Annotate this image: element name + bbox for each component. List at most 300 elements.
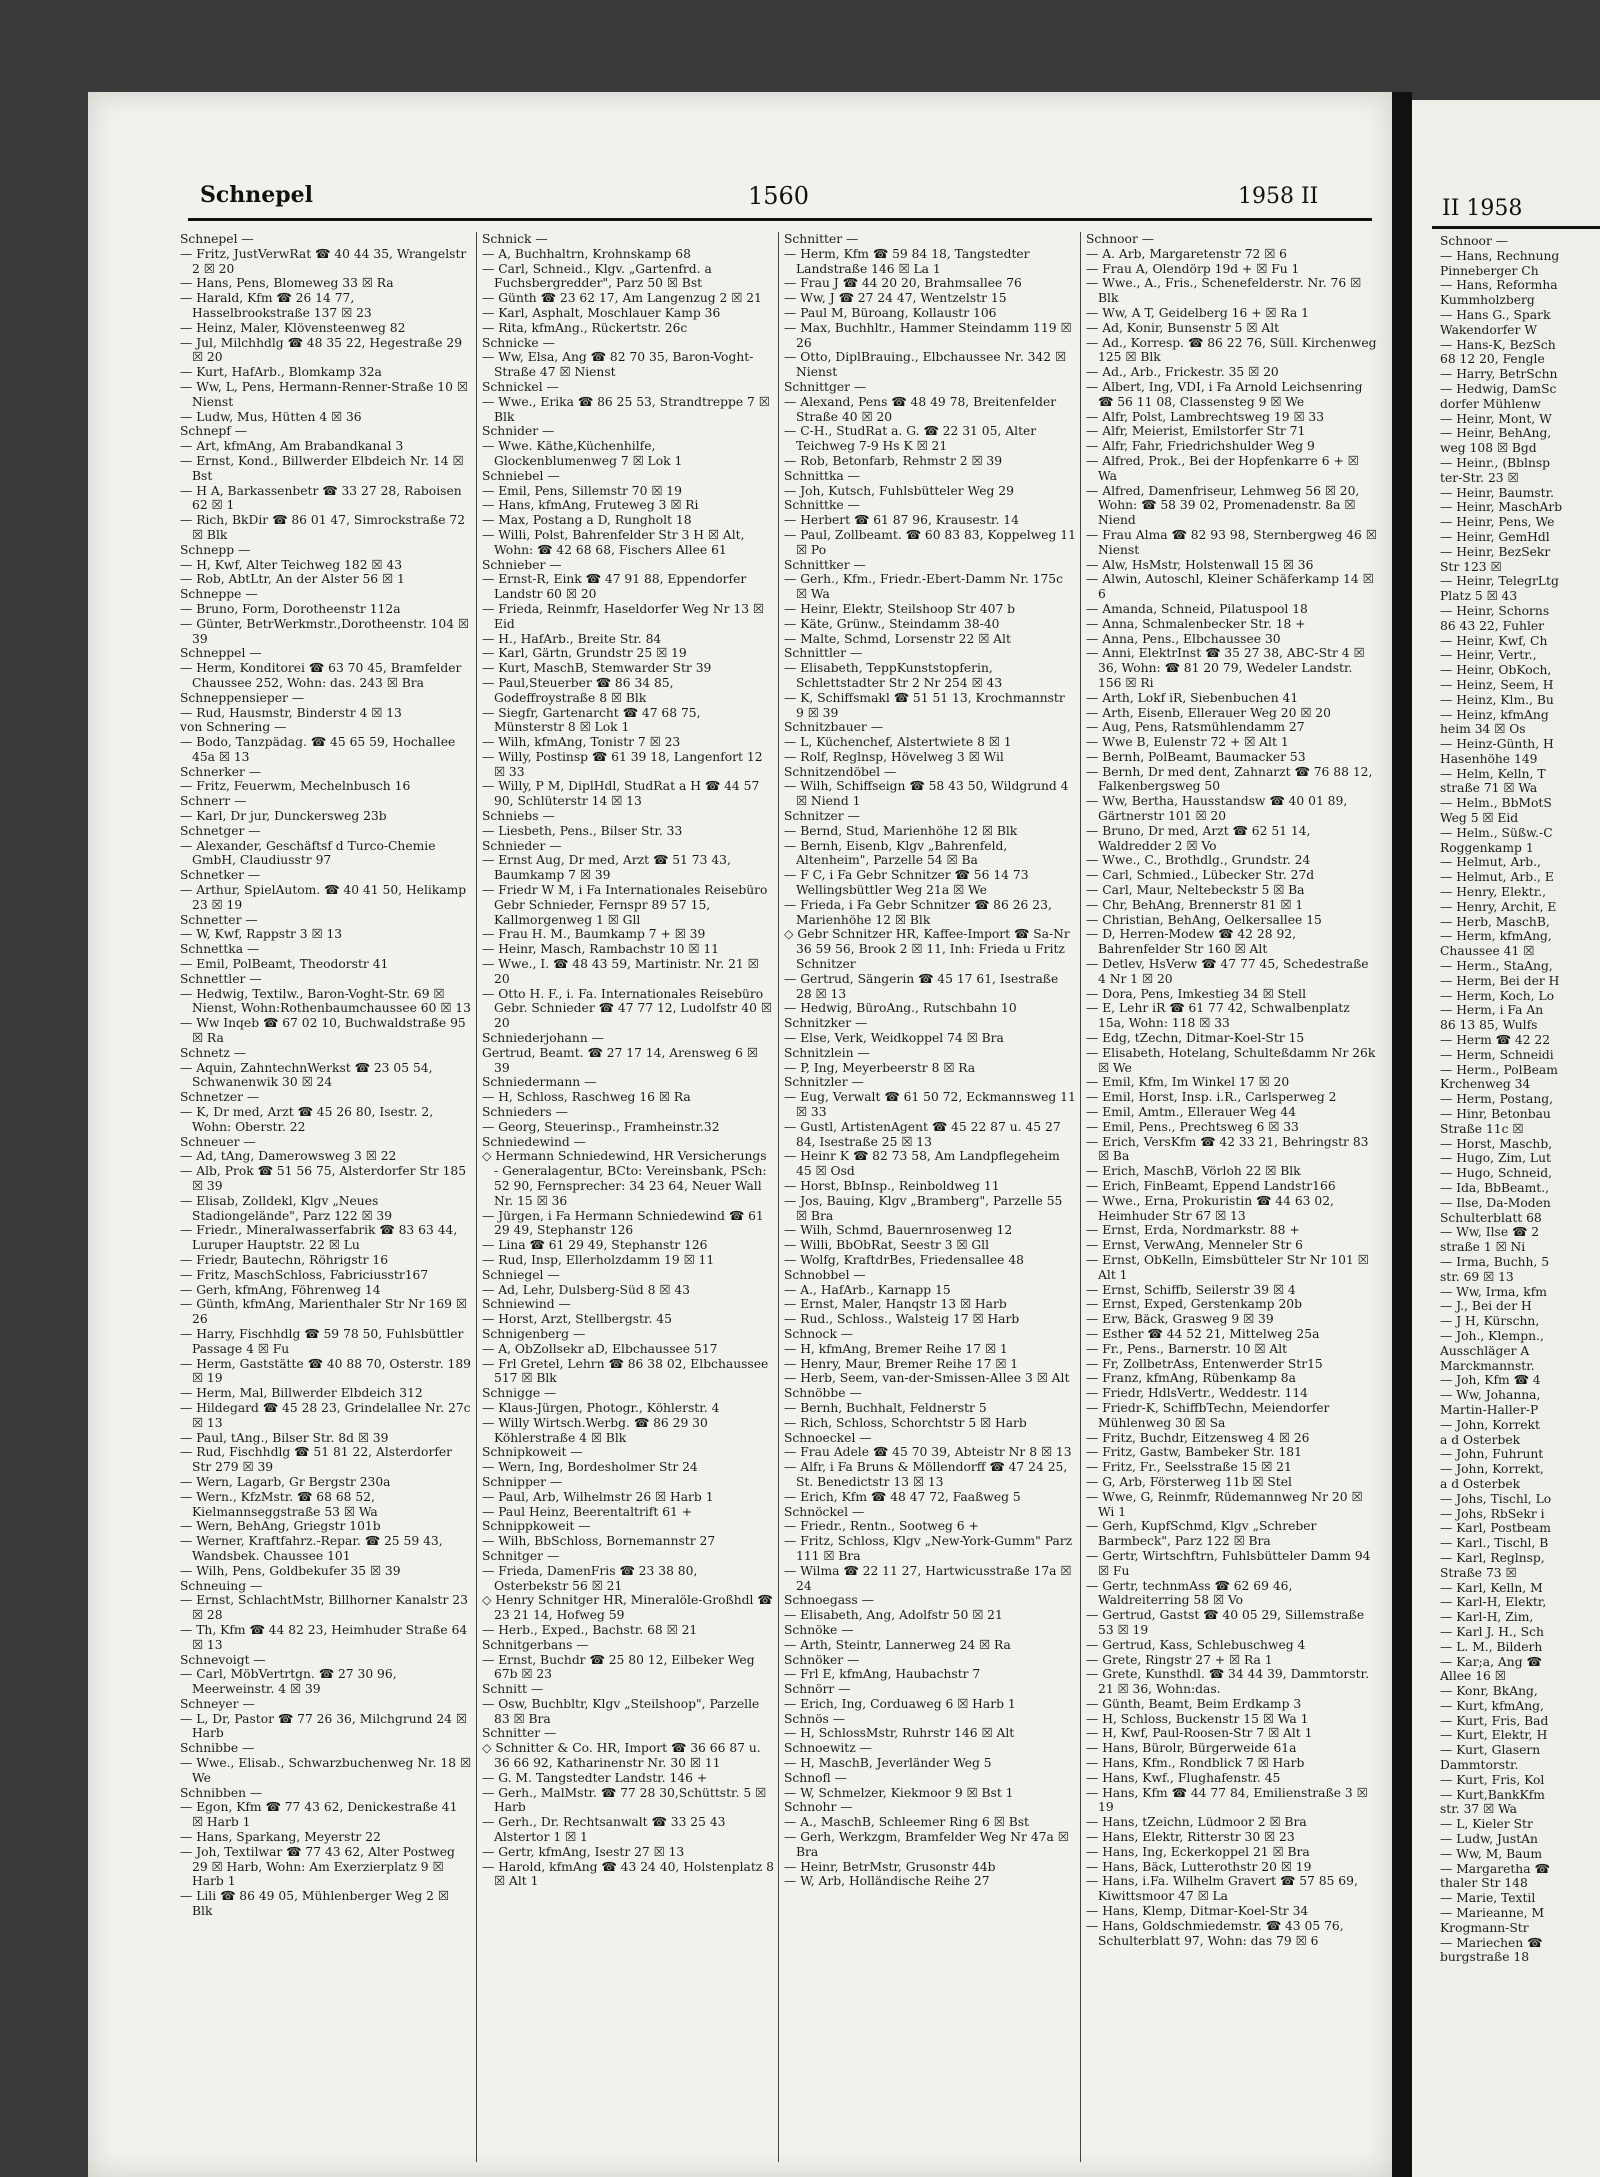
directory-entry: — Frl Gretel, Lehrn ☎ 86 38 02, Elbchaussee 517 ☒ Blk <box>482 1356 769 1386</box>
directory-entry: — Hedwig, BüroAng., Rutschbahn 10 <box>784 1001 1017 1016</box>
directory-entry-fragment: — John, Korrekt, <box>1440 1462 1544 1477</box>
directory-entry: — Arth, Eisenb, Ellerauer Weg 20 ☒ 20 <box>1086 705 1331 720</box>
directory-entry: — Paul, tAng., Bilser Str. 8d ☒ 39 <box>180 1430 389 1445</box>
year-volume: 1958 II <box>1238 184 1319 209</box>
directory-entry-fragment: — Heinz-Günth, H <box>1440 737 1554 752</box>
directory-entry: — Frau H. M., Baumkamp 7 + ☒ 39 <box>482 927 706 942</box>
directory-entry: — Alexander, Geschäftsf d Turco-Chemie GmbH, Claudiusstr 97 <box>180 838 436 868</box>
directory-entry: — Wwe., C., Brothdlg., Grundstr. 24 <box>1086 853 1311 868</box>
directory-entry: — Paul, Arb, Wilhelmstr 26 ☒ Harb 1 <box>482 1489 714 1504</box>
directory-entry: — Heinr, BetrMstr, Grusonstr 44b <box>784 1859 996 1874</box>
directory-entry: — Wwe., A., Fris., Schenefelderstr. Nr. 76 ☒ Blk <box>1086 276 1362 306</box>
directory-entry: — A, Buchhaltrn, Krohnskamp 68 <box>482 246 691 261</box>
directory-entry: — Paul,Steuerber ☎ 86 34 85, Godeffroystraße 8 ☒ Blk <box>482 675 674 705</box>
directory-entry: — Herb., Exped., Bachstr. 68 ☒ 21 <box>482 1622 698 1637</box>
directory-entry: — Erich, FinBeamt, Eppend Landstr166 <box>1086 1179 1336 1193</box>
directory-entry: — Alfr, Meierist, Emilstorfer Str 71 <box>1086 424 1306 439</box>
directory-entry-fragment: — Kurt, Elektr, H <box>1440 1728 1548 1743</box>
directory-entry: — Ernst, Erda, Nordmarkstr. 88 + <box>1086 1223 1300 1238</box>
directory-entry: — Friedr., Mineralwasserfabrik ☎ 83 63 44, Luruper Hauptstr. 22 ☒ Lu <box>180 1223 458 1253</box>
directory-entry: — Karl, Gärtn, Grundstr 25 ☒ 19 <box>482 646 687 661</box>
directory-entry: Schneuing — <box>180 1578 263 1593</box>
directory-entry-fragment: — Herm ☎ 42 22 <box>1440 1033 1551 1048</box>
directory-entry: — Lina ☎ 61 29 49, Stephanstr 126 <box>482 1238 708 1253</box>
directory-entry: — Frau Adele ☎ 45 70 39, Abteistr Nr 8 ☒ 13 <box>784 1445 1072 1460</box>
directory-entry-fragment: — Hans-K, BezSch <box>1440 337 1556 352</box>
directory-entry: — Wilh, Pens, Goldbekufer 35 ☒ 39 <box>180 1563 401 1578</box>
directory-entry: — Bernh, Eisenb, Klgv „Bahrenfeld, Altenheim", Parzelle 54 ☒ Ba <box>784 838 1008 868</box>
directory-entry: — Ernst, SchlachtMstr, Billhorner Kanalstr 23 ☒ 28 <box>180 1593 468 1623</box>
directory-entry: Schnitter — <box>784 232 859 246</box>
directory-entry: — Käte, Grünw., Steindamm 38-40 <box>784 616 1000 631</box>
directory-entry: Schnöke — <box>784 1622 854 1637</box>
directory-entry: — H, Schloss, Raschweg 16 ☒ Ra <box>482 1090 691 1105</box>
directory-entry: Schnittler — <box>784 646 863 661</box>
directory-entry: — A, ObZollsekr aD, Elbchaussee 517 <box>482 1341 718 1356</box>
directory-entry: Schnöker — <box>784 1652 860 1667</box>
directory-entry: — Alfr, Fahr, Friedrichshulder Weg 9 <box>1086 439 1315 454</box>
directory-entry: ◇ Henry Schnitger HR, Mineralöle-Großhdl ☎ 23 21 14, Hofweg 59 <box>482 1593 773 1623</box>
next-page-column <box>1440 234 1600 1965</box>
directory-entry: — Malte, Schmd, Lorsenstr 22 ☒ Alt <box>784 631 1011 646</box>
directory-entry-fragment: Chaussee 41 ☒ <box>1440 944 1535 959</box>
directory-entry-fragment: 86 13 85, Wulfs <box>1440 1018 1538 1033</box>
directory-entry: Schnepf — <box>180 424 248 439</box>
directory-entry-fragment: — Herm., PolBeam <box>1440 1062 1558 1077</box>
directory-entry: Schniedewind — <box>482 1134 586 1149</box>
directory-entry: — Fritz, Feuerwm, Mechelnbusch 16 <box>180 779 411 794</box>
directory-entry: — Joh, Textilwar ☎ 77 43 62, Alter Postweg 29 ☒ Harb, Wohn: Am Exerzierplatz 9 ☒ Harb 1 <box>180 1844 455 1889</box>
directory-entry: Schnieber — <box>482 557 562 572</box>
directory-entry-fragment: — L, Kieler Str <box>1440 1817 1533 1832</box>
column-divider <box>778 232 779 2162</box>
directory-entry: — Frieda, i Fa Gebr Schnitzer ☎ 86 26 23, Marienhöhe 12 ☒ Blk <box>784 897 1052 927</box>
directory-entry-fragment: 68 12 20, Fengle <box>1440 352 1545 367</box>
directory-entry-fragment: — Kurt, Fris, Bad <box>1440 1713 1549 1728</box>
page-number: 1560 <box>748 182 810 210</box>
directory-entry: Schnettka — <box>180 942 260 957</box>
directory-entry: — Willy Wirtsch.Werbg. ☎ 86 29 30 Köhlerstraße 4 ☒ Blk <box>482 1415 708 1445</box>
directory-entry: — Ernst-R, Eink ☎ 47 91 88, Eppendorfer Landstr 60 ☒ 20 <box>482 572 747 602</box>
directory-entry: — Hildegard ☎ 45 28 23, Grindelallee Nr. 27c ☒ 13 <box>180 1400 471 1430</box>
directory-entry: Schnöckel — <box>784 1504 865 1519</box>
directory-entry: — Carl, Schmied., Lübecker Str. 27d <box>1086 868 1315 883</box>
directory-entry-fragment: — Hans G., Spark <box>1440 307 1551 322</box>
directory-entry-fragment: — Herm, kfmAng, <box>1440 929 1552 944</box>
directory-entry-fragment: — Mariechen ☎ <box>1440 1935 1543 1950</box>
directory-entry: — Alfr, i Fa Bruns & Möllendorff ☎ 47 24 25, St. Benedictstr 13 ☒ 13 <box>784 1460 1068 1489</box>
directory-entry: — Rich, Schloss, Schorchtstr 5 ☒ Harb <box>784 1415 1027 1430</box>
directory-entry: — K, Dr med, Arzt ☎ 45 26 80, Isestr. 2, Wohn: Oberstr. 22 <box>180 1105 434 1134</box>
directory-entry-fragment: — Hugo, Schneid, <box>1440 1166 1553 1181</box>
directory-entry: — Alfred, Damenfriseur, Lehmweg 56 ☒ 20, Wohn: ☎ 58 39 02, Promenadenstr. 8a ☒ Niend <box>1086 483 1360 528</box>
directory-entry: Schnipper — <box>482 1474 563 1489</box>
directory-entry-fragment: — Ww, M, Baum <box>1440 1846 1543 1861</box>
directory-entry: — Wilh, kfmAng, Tonistr 7 ☒ 23 <box>482 735 681 750</box>
directory-entry-fragment: Weg 5 ☒ Eid <box>1440 811 1519 826</box>
directory-entry: — Wern, Lagarb, Gr Bergstr 230a <box>180 1474 391 1489</box>
directory-entry: — H, Kwf, Alter Teichweg 182 ☒ 43 <box>180 557 403 572</box>
directory-entry: — Ad., Korresp. ☎ 86 22 76, Süll. Kirchenweg 125 ☒ Blk <box>1086 335 1377 365</box>
directory-entry: — Grete, Ringstr 27 + ☒ Ra 1 <box>1086 1652 1273 1667</box>
directory-entry: — Ad, tAng, Damerowsweg 3 ☒ 22 <box>180 1149 397 1164</box>
directory-columns <box>180 232 1380 2162</box>
directory-entry: Schnepel — <box>180 232 254 246</box>
directory-entry: — Gerh., Dr. Rechtsanwalt ☎ 33 25 43 Alstertor 1 ☒ 1 <box>482 1815 726 1845</box>
directory-entry: — Gertrud, Kass, Schlebuschweg 4 <box>1086 1637 1306 1652</box>
directory-entry: — C-H., StudRat a. G. ☎ 22 31 05, Alter Teichweg 7-9 Hs K ☒ 21 <box>784 424 1037 454</box>
directory-entry: — Willi, Polst, Bahrenfelder Str 3 H ☒ Alt, Wohn: ☎ 42 68 68, Fischers Allee 61 <box>482 527 745 557</box>
directory-entry: — Friedr., Rentn., Sootweg 6 + <box>784 1519 979 1534</box>
next-page-rule <box>1432 226 1600 229</box>
directory-entry: Schnipkoweit — <box>482 1445 583 1460</box>
directory-entry-fragment: Martin-Haller-P <box>1440 1402 1539 1417</box>
directory-entry-fragment: — Heinr, MaschArb <box>1440 500 1563 515</box>
directory-entry: — Frau Alma ☎ 82 93 98, Sternbergweg 46 ☒ Nienst <box>1086 527 1377 557</box>
directory-entry-fragment: Straße 11c ☒ <box>1440 1121 1524 1136</box>
directory-entry: — Rolf, Reglnsp, Hövelweg 3 ☒ Wil <box>784 749 1004 764</box>
column-1 <box>180 232 472 2162</box>
directory-entry: — Günter, BetrWerkmstr.,Dorotheenstr. 104 ☒ 39 <box>180 616 469 646</box>
directory-entry: — Günth, Beamt, Beim Erdkamp 3 <box>1086 1696 1302 1711</box>
directory-entry: — Gertrud, Gastst ☎ 40 05 29, Sillemstraße 53 ☒ 19 <box>1086 1608 1365 1637</box>
directory-entry: — Rud, Insp, Ellerholzdamm 19 ☒ 11 <box>482 1252 715 1267</box>
directory-entry: Schnitzendöbel — <box>784 764 897 779</box>
directory-entry: Schnicke — <box>482 335 555 350</box>
directory-entry-fragment: Schnoor — <box>1440 234 1509 248</box>
directory-entry: — Alexand, Pens ☎ 48 49 78, Breitenfelder Straße 40 ☒ 20 <box>784 394 1057 424</box>
directory-entry-fragment: — Helm., BbMotS <box>1440 796 1552 811</box>
directory-entry-fragment: Roggenkamp 1 <box>1440 840 1534 855</box>
directory-entry: — Alfred, Prok., Bei der Hopfenkarre 6 + ☒ Wa <box>1086 453 1359 483</box>
directory-entry: — Bodo, Tanzpädag. ☎ 45 65 59, Hochallee 45a ☒ 13 <box>180 735 456 764</box>
directory-entry: — Emil, Pens, Sillemstr 70 ☒ 19 <box>482 483 682 498</box>
directory-entry-fragment: — Ludw, JustAn <box>1440 1832 1538 1847</box>
directory-entry: Schniebs — <box>482 809 555 824</box>
directory-entry: — Erich, MaschB, Vörloh 22 ☒ Blk <box>1086 1164 1301 1179</box>
directory-entry: — Hans, Kfm ☎ 44 77 84, Emilienstraße 3 ☒ 19 <box>1086 1785 1368 1815</box>
directory-entry-fragment: — Henry, Archit, E <box>1440 899 1557 914</box>
directory-entry-fragment: burgstraße 18 <box>1440 1950 1530 1965</box>
directory-entry: — Amanda, Schneid, Pilatuspool 18 <box>1086 601 1308 616</box>
directory-entry: Schnetger — <box>180 823 261 838</box>
directory-entry: — Egon, Kfm ☎ 77 43 62, Denickestraße 41 ☒ Harb 1 <box>180 1800 458 1830</box>
directory-entry: — Franz, kfmAng, Rübenkamp 8a <box>1086 1371 1296 1386</box>
directory-entry: — Albert, Ing, VDI, i Fa Arnold Leichsenring ☎ 56 11 08, Classensteg 9 ☒ We <box>1086 379 1363 409</box>
directory-entry: Schnerker — <box>180 764 262 779</box>
directory-entry: — Emil, PolBeamt, Theodorstr 41 <box>180 957 389 972</box>
directory-entry: Schnetker — <box>180 868 261 883</box>
directory-entry: — Wwe B, Eulenstr 72 + ☒ Alt 1 <box>1086 735 1289 750</box>
directory-entry-fragment: str. 69 ☒ 13 <box>1440 1269 1514 1284</box>
directory-entry-fragment: — Helm., Süßw.-C <box>1440 825 1553 840</box>
directory-entry: — Esther ☎ 44 52 21, Mittelweg 25a <box>1086 1326 1320 1341</box>
directory-entry-fragment: — Heinz, kfmAng <box>1440 707 1549 722</box>
directory-entry-fragment: — Margaretha ☎ <box>1440 1861 1550 1876</box>
directory-entry: — Elisab, Zolldekl, Klgv „Neues Stadiongelände", Parz 122 ☒ 39 <box>180 1193 393 1223</box>
directory-entry: — Ernst, ObKelln, Eimsbütteler Str Nr 101 ☒ Alt 1 <box>1086 1252 1369 1282</box>
directory-entry: — Ad, Konir, Bunsenstr 5 ☒ Alt <box>1086 320 1280 335</box>
directory-entry: — Werner, Kraftfahrz.-Repar. ☎ 25 59 43, Wandsbek. Chaussee 101 <box>180 1534 443 1563</box>
directory-entry: Schnitzer — <box>784 809 860 824</box>
directory-entry-fragment: straße 71 ☒ Wa <box>1440 781 1538 796</box>
directory-entry: — Anni, ElektrInst ☎ 35 27 38, ABC-Str 4 ☒ 36, Wohn: ☎ 81 20 79, Wedeler Landstr. 156 ☒ Ri <box>1086 646 1365 690</box>
directory-entry: — Harry, Fischhdlg ☎ 59 78 50, Fuhlsbüttler Passage 4 ☒ Fu <box>180 1326 464 1356</box>
directory-entry-fragment: straße 1 ☒ Ni <box>1440 1240 1526 1255</box>
directory-entry: — Dora, Pens, Imkestieg 34 ☒ Stell <box>1086 986 1307 1001</box>
directory-entry-fragment: — Harry, BetrSchn <box>1440 367 1558 382</box>
directory-entry-fragment: — Herm, Postang, <box>1440 1092 1554 1107</box>
directory-entry: — K, Schiffsmakl ☎ 51 51 13, Krochmannstr 9 ☒ 39 <box>784 690 1065 720</box>
directory-entry: — Max, Postang a D, Rungholt 18 <box>482 513 692 528</box>
directory-entry: Schneppensieper — <box>180 690 305 705</box>
directory-entry: — Heinr, Elektr, Steilshoop Str 407 b <box>784 601 1016 616</box>
directory-entry-fragment: Ausschläger A <box>1440 1343 1530 1358</box>
directory-entry: — Wwe., Erika ☎ 86 25 53, Strandtreppe 7 ☒ Blk <box>482 394 770 424</box>
directory-entry-fragment: — Hedwig, DamSc <box>1440 381 1557 396</box>
directory-entry-fragment: — Karl., Tischl, B <box>1440 1536 1549 1551</box>
directory-entry: — Hans, Pens, Blomeweg 33 ☒ Ra <box>180 276 394 291</box>
directory-entry: — Herm, Mal, Billwerder Elbdeich 312 <box>180 1386 423 1401</box>
directory-entry: — Ww, L, Pens, Hermann-Renner-Straße 10 ☒ Nienst <box>180 379 468 409</box>
directory-entry-fragment: — Joh, Kfm ☎ 4 <box>1440 1373 1541 1388</box>
directory-entry: Schnider — <box>482 424 555 439</box>
directory-entry: Schnieder — <box>482 838 562 853</box>
directory-entry: — Arth, Lokf iR, Siebenbuchen 41 <box>1086 690 1299 705</box>
directory-entry-fragment: — Herm, Koch, Lo <box>1440 988 1555 1003</box>
directory-entry: — Wwe. Käthe,Küchenhilfe, Glockenblumenweg 7 ☒ Lok 1 <box>482 439 683 468</box>
directory-entry-fragment: — Heinr, GemHdl <box>1440 529 1550 544</box>
directory-entry-fragment: — Helm, Kelln, T <box>1440 766 1546 781</box>
directory-entry: — Rich, BkDir ☎ 86 01 47, Simrockstraße 72 ☒ Blk <box>180 513 466 542</box>
directory-entry-fragment: Hasenhöhe 149 <box>1440 751 1538 766</box>
directory-entry: ◇ Schnitter & Co. HR, Import ☎ 36 66 87 u. 36 66 92, Katharinenstr Nr. 30 ☒ 11 <box>482 1741 761 1771</box>
directory-entry-fragment: — Helmut, Arb., E <box>1440 870 1554 885</box>
directory-entry-fragment: — John, Korrekt <box>1440 1417 1540 1432</box>
directory-entry-fragment: — Heinr, Kwf, Ch <box>1440 633 1548 648</box>
directory-entry: — Fritz, Buchdr, Eitzensweg 4 ☒ 26 <box>1086 1430 1310 1445</box>
directory-entry-fragment: — Kar;a, Ang ☎ <box>1440 1654 1542 1669</box>
directory-entry: — Horst, Arzt, Stellbergstr. 45 <box>482 1312 672 1327</box>
directory-entry-fragment: ter-Str. 23 ☒ <box>1440 470 1519 485</box>
directory-entry: — Fritz, Schloss, Klgv „New-York-Gumm" Parz 111 ☒ Bra <box>784 1534 1073 1563</box>
directory-entry: — Hans, Ing, Eckerkoppel 21 ☒ Bra <box>1086 1844 1310 1859</box>
directory-entry-fragment: Allee 16 ☒ <box>1440 1669 1506 1684</box>
directory-entry-fragment: thaler Str 148 <box>1440 1876 1528 1891</box>
directory-entry: Schnibbe — <box>180 1741 255 1756</box>
directory-entry: — Gustl, ArtistenAgent ☎ 45 22 87 u. 45 27 84, Isestraße 25 ☒ 13 <box>784 1119 1061 1149</box>
directory-entry: — Else, Verk, Weidkoppel 74 ☒ Bra <box>784 1031 1004 1046</box>
directory-entry: Schnibben — <box>180 1785 263 1800</box>
directory-entry-fragment: Platz 5 ☒ 43 <box>1440 589 1518 604</box>
directory-entry-fragment: — Herm, i Fa An <box>1440 1003 1544 1018</box>
directory-entry: — Herm, Gaststätte ☎ 40 88 70, Osterstr. 189 ☒ 19 <box>180 1356 471 1386</box>
directory-entry-fragment: — John, Fuhrunt <box>1440 1447 1544 1462</box>
directory-entry: Schnoegass — <box>784 1593 874 1608</box>
directory-entry: — Lili ☎ 86 49 05, Mühlenberger Weg 2 ☒ Blk <box>180 1889 449 1919</box>
directory-entry: — W, Schmelzer, Kiekmoor 9 ☒ Bst 1 <box>784 1785 1014 1800</box>
directory-entry-fragment: — Ww, Irma, kfm <box>1440 1284 1547 1299</box>
directory-entry: — Anna, Schmalenbecker Str. 18 + <box>1086 616 1306 631</box>
directory-entry: Schnittker — <box>784 557 866 572</box>
directory-entry: — Fritz, MaschSchloss, Fabriciusstr167 <box>180 1267 429 1282</box>
directory-entry: — Paul, Zollbeamt. ☎ 60 83 83, Koppelweg 11 ☒ Po <box>784 527 1076 557</box>
directory-entry: — Elisabeth, TeppKunststopferin, Schlettstadter Str 2 Nr 254 ☒ 43 <box>784 661 1003 690</box>
directory-entry-fragment: Dammtorstr. <box>1440 1758 1519 1773</box>
directory-entry: — Emil, Amtm., Ellerauer Weg 44 <box>1086 1105 1297 1120</box>
directory-entry: Schnerr — <box>180 794 247 809</box>
directory-entry: — P, Ing, Meyerbeerstr 8 ☒ Ra <box>784 1060 976 1075</box>
guide-word: Schnepel <box>200 182 314 208</box>
directory-entry: — Hans, Klemp, Ditmar-Koel-Str 34 <box>1086 1904 1309 1919</box>
directory-entry: — Alwin, Autoschl, Kleiner Schäferkamp 14 ☒ 6 <box>1086 572 1374 602</box>
directory-entry: — Ernst, Buchdr ☎ 25 80 12, Eilbeker Weg 67b ☒ 23 <box>482 1652 755 1682</box>
directory-entry: — Harald, Kfm ☎ 26 14 77, Hasselbrookstraße 137 ☒ 23 <box>180 291 372 320</box>
directory-entry: — Elisabeth, Hotelang, Schulteßdamm Nr 26k ☒ We <box>1086 1045 1376 1075</box>
directory-entry-fragment: a d Osterbek <box>1440 1432 1521 1447</box>
directory-entry-fragment: — Heinr, Schorns <box>1440 603 1550 618</box>
directory-entry: — Gerh, Werkzgm, Bramfelder Weg Nr 47a ☒ Bra <box>784 1830 1069 1859</box>
directory-entry: Schnitter — <box>482 1726 557 1741</box>
directory-entry: — Ww, J ☎ 27 24 47, Wentzelstr 15 <box>784 291 1007 306</box>
directory-entry: — Bernh, Dr med dent, Zahnarzt ☎ 76 88 12, Falkenbergsweg 50 <box>1086 764 1373 794</box>
directory-entry-fragment: — Kurt, kfmAng, <box>1440 1698 1544 1713</box>
directory-entry-fragment: Schulterblatt 68 <box>1440 1210 1542 1225</box>
directory-entry: — G, Arb, Försterweg 11b ☒ Stel <box>1086 1474 1292 1489</box>
directory-entry: — Ernst, VerwAng, Menneler Str 6 <box>1086 1238 1303 1253</box>
directory-entry: — Gertr, Wirtschftrn, Fuhlsbütteler Damm 94 ☒ Fu <box>1086 1548 1371 1578</box>
directory-entry: — A. Arb, Margaretenstr 72 ☒ 6 <box>1086 246 1288 261</box>
directory-entry: — Gerh., Kfm., Friedr.-Ebert-Damm Nr. 175c ☒ Wa <box>784 572 1064 602</box>
directory-entry: Schnitzlein — <box>784 1045 870 1060</box>
directory-entry: — Frieda, Reinmfr, Haseldorfer Weg Nr 13 ☒ Eid <box>482 601 764 631</box>
directory-entry: — L, Küchenchef, Alstertwiete 8 ☒ 1 <box>784 735 1012 750</box>
directory-entry-fragment: — Joh., Klempn., <box>1440 1328 1544 1343</box>
directory-entry: — Anna, Pens., Elbchaussee 30 <box>1086 631 1281 646</box>
directory-entry-fragment: Straße 73 ☒ <box>1440 1565 1517 1580</box>
next-page-header: II 1958 <box>1442 196 1523 221</box>
directory-entry-fragment: — Heinr, Pens, We <box>1440 515 1555 530</box>
directory-entry-fragment: — Ilse, Da-Moden <box>1440 1195 1551 1210</box>
directory-entry: Schnitger — <box>482 1548 560 1563</box>
directory-entry: — Wwe., Elisab., Schwarzbuchenweg Nr. 18 ☒ We <box>180 1756 471 1785</box>
directory-entry-fragment: — Heinr, Vertr., <box>1440 648 1537 663</box>
directory-entry-fragment: — Heinr, TelegrLtg <box>1440 574 1559 589</box>
directory-entry: — Detlev, HsVerw ☎ 47 77 45, Schedestraße 4 Nr 1 ☒ 20 <box>1086 957 1369 986</box>
directory-entry: Schnittger — <box>784 379 867 394</box>
directory-entry: Schnock — <box>784 1326 854 1341</box>
directory-entry: — Joh, Kutsch, Fuhlsbütteler Weg 29 <box>784 483 1014 498</box>
directory-entry-fragment: Pinneberger Ch <box>1440 263 1539 278</box>
directory-entry: — Karl, Asphalt, Moschlauer Kamp 36 <box>482 305 721 320</box>
directory-entry: — Bernh, Buchhalt, Feldnerstr 5 <box>784 1400 987 1415</box>
directory-entry: — H, SchlossMstr, Ruhrstr 146 ☒ Alt <box>784 1726 1015 1741</box>
directory-entry: — Wilh, Schmd, Bauernrosenweg 12 <box>784 1223 1013 1238</box>
page-header <box>88 92 1392 232</box>
directory-entry: — Henry, Maur, Bremer Reihe 17 ☒ 1 <box>784 1356 1019 1371</box>
directory-entry: Schniederjohann — <box>482 1031 604 1046</box>
directory-entry: — Hans, Bürolr, Bürgerweide 61a <box>1086 1741 1297 1756</box>
directory-entry: — A., HafArb., Karnapp 15 <box>784 1282 951 1297</box>
directory-entry: — Willy, Postinsp ☎ 61 39 18, Langenfort 12 ☒ 33 <box>482 749 763 779</box>
directory-entry: — Wwe, G, Reinmfr, Rüdemannweg Nr 20 ☒ Wi 1 <box>1086 1489 1363 1519</box>
directory-entry: — Jos, Bauing, Klgv „Bramberg", Parzelle 55 ☒ Bra <box>784 1193 1063 1223</box>
directory-entry: Schnörr — <box>784 1682 851 1697</box>
directory-entry: — Wilh, Schiffseign ☎ 58 43 50, Wildgrund 4 ☒ Niend 1 <box>784 779 1069 809</box>
directory-entry: — Herm, Kfm ☎ 59 84 18, Tangstedter Landstraße 146 ☒ La 1 <box>784 246 1030 276</box>
directory-entry: — Gertr, technmAss ☎ 62 69 46, Waldreiterring 58 ☒ Vo <box>1086 1578 1293 1608</box>
directory-entry: — Herbert ☎ 61 87 96, Krausestr. 14 <box>784 513 1019 528</box>
directory-entry: ◇ Gebr Schnitzer HR, Kaffee-Import ☎ Sa-Nr 36 59 56, Brook 2 ☒ 11, Inh: Frieda u Fritz Schnitzer <box>784 927 1070 972</box>
directory-entry: — Alfr, Polst, Lambrechtsweg 19 ☒ 33 <box>1086 409 1325 424</box>
directory-entry-fragment: — Karl-H, Elektr, <box>1440 1595 1547 1610</box>
directory-entry: — E, Lehr iR ☎ 61 77 42, Schwalbenplatz 15a, Wohn: 118 ☒ 33 <box>1086 1001 1350 1031</box>
directory-entry: — Jürgen, i Fa Hermann Schniedewind ☎ 61 29 49, Stephanstr 126 <box>482 1208 764 1238</box>
directory-entry: Schnohr — <box>784 1800 853 1815</box>
directory-entry: — Grete, Kunsthdl. ☎ 34 44 39, Dammtorstr. 21 ☒ 36, Wohn:das. <box>1086 1667 1369 1697</box>
directory-entry: — Frau A, Olendörp 19d + ☒ Fu 1 <box>1086 261 1300 276</box>
directory-entry-fragment: — Ww, Johanna, <box>1440 1388 1541 1403</box>
directory-entry-fragment: a d Osterbek <box>1440 1476 1521 1491</box>
directory-entry: — Erich, VersKfm ☎ 42 33 21, Behringstr 83 ☒ Ba <box>1086 1134 1369 1164</box>
directory-entry: Schnieders — <box>482 1105 568 1120</box>
column-divider <box>476 232 477 2162</box>
directory-entry-fragment: — Heinz, Klm., Bu <box>1440 692 1554 707</box>
directory-entry-fragment: — Kurt,BankKfm <box>1440 1787 1545 1802</box>
directory-entry-fragment: — Heinr, Baumstr. <box>1440 485 1555 500</box>
directory-entry: — H, kfmAng, Bremer Reihe 17 ☒ 1 <box>784 1341 1008 1356</box>
directory-entry: Gertrud, Beamt. ☎ 27 17 14, Arensweg 6 ☒ 39 <box>482 1045 758 1075</box>
directory-entry: — W, Arb, Holländische Reihe 27 <box>784 1874 990 1889</box>
directory-entry-fragment: weg 108 ☒ Bgd <box>1440 441 1537 456</box>
directory-entry-fragment: 86 43 22, Fuhler <box>1440 618 1545 633</box>
directory-entry: — Bruno, Dr med, Arzt ☎ 62 51 14, Waldredder 2 ☒ Vo <box>1086 823 1311 853</box>
directory-entry: Schnitgerbans — <box>482 1637 589 1652</box>
directory-entry: — Hans, Sparkang, Meyerstr 22 <box>180 1830 381 1845</box>
directory-entry: — F C, i Fa Gebr Schnitzer ☎ 56 14 73 Wellingsbüttler Weg 21a ☒ We <box>784 868 1029 898</box>
directory-entry: — H, MaschB, Jeverländer Weg 5 <box>784 1756 992 1771</box>
directory-entry: Schnittke — <box>784 498 860 513</box>
directory-entry: — Ww, Bertha, Hausstandsw ☎ 40 01 89, Gärtnerstr 101 ☒ 20 <box>1086 794 1348 824</box>
directory-entry: — Liesbeth, Pens., Bilser Str. 33 <box>482 823 683 838</box>
directory-entry-fragment: — Heinr, ObKoch, <box>1440 663 1552 678</box>
directory-entry: Schneyer — <box>180 1696 255 1711</box>
directory-entry: — Aquin, ZahntechnWerkst ☎ 23 05 54, Schwanenwik 30 ☒ 24 <box>180 1060 433 1090</box>
directory-entry: — Rob, AbtLtr, An der Alster 56 ☒ 1 <box>180 572 405 587</box>
directory-entry: — H A, Barkassenbetr ☎ 33 27 28, Raboisen 62 ☒ 1 <box>180 483 462 513</box>
directory-entry-fragment: — Ida, BbBeamt., <box>1440 1181 1550 1195</box>
directory-entry: — Harold, kfmAng ☎ 43 24 40, Holstenplatz 8 ☒ Alt 1 <box>482 1859 774 1889</box>
directory-entry: — Arth, Steintr, Lannerweg 24 ☒ Ra <box>784 1637 1011 1652</box>
directory-entry: — Wilh, BbSchloss, Bornemannstr 27 <box>482 1534 716 1549</box>
directory-entry-fragment: Marckmannstr. <box>1440 1358 1535 1373</box>
directory-entry: — Hans, kfmAng, Fruteweg 3 ☒ Ri <box>482 498 699 513</box>
directory-entry-fragment: — Marieanne, M <box>1440 1906 1545 1921</box>
directory-entry: — Klaus-Jürgen, Photogr., Köhlerstr. 4 <box>482 1400 720 1415</box>
directory-entry: — Bernh, PolBeamt, Baumacker 53 <box>1086 749 1306 764</box>
directory-entry: — Rob, Betonfarb, Rehmstr 2 ☒ 39 <box>784 453 1003 468</box>
directory-entry: — Hans, Kfm., Rondblick 7 ☒ Harb <box>1086 1756 1305 1771</box>
directory-entry: — Paul M, Büroang, Kollaustr 106 <box>784 305 997 320</box>
directory-entry: Schnoor — <box>1086 232 1155 246</box>
directory-entry: — D, Herren-Modew ☎ 42 28 92, Bahrenfelder Str 160 ☒ Alt <box>1086 927 1297 957</box>
directory-entry: — Friedr W M, i Fa Internationales Reisebüro Gebr Schnieder, Fernspr 89 57 15, Kallmorgenweg 1 ☒ Gll <box>482 883 768 927</box>
directory-entry: Schnoeckel — <box>784 1430 872 1445</box>
directory-entry: — Hans, Bäck, Lutterothstr 20 ☒ 19 <box>1086 1859 1312 1874</box>
directory-entry: — Heinz, Maler, Klövensteenweg 82 <box>180 320 406 335</box>
header-rule <box>188 218 1372 221</box>
directory-entry-fragment: — Horst, Maschb, <box>1440 1136 1553 1151</box>
